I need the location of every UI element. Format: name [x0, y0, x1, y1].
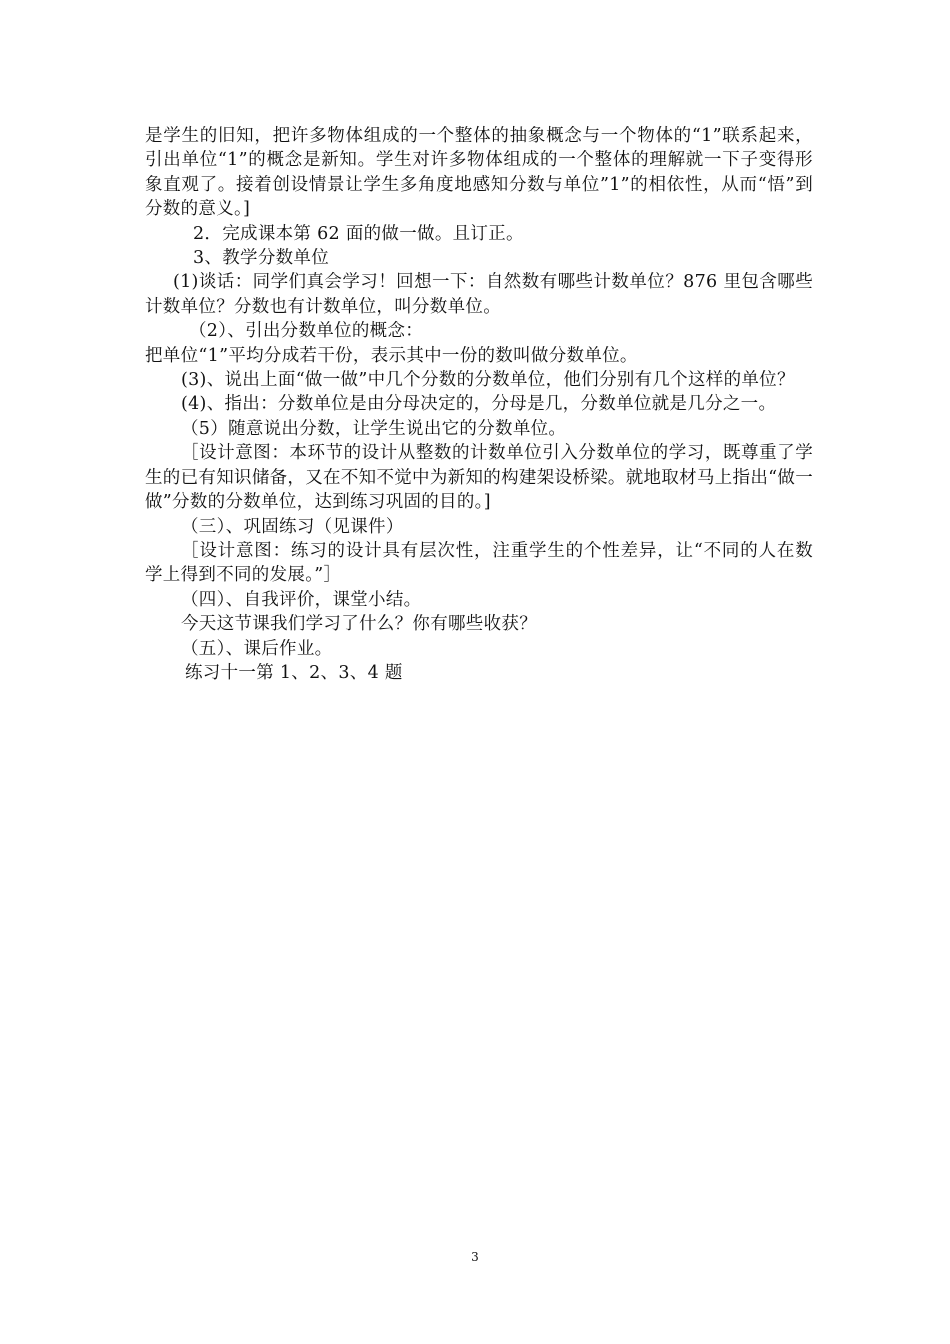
paragraph-homework-items: 练习十一第 1、2、3、4 题 — [185, 662, 403, 683]
paragraph-conversation: (1)谈话：同学们真会学习！回想一下：自然数有哪些计数单位？876 里包含哪些计数单位？分数也有计数单位，叫分数单位。 — [145, 272, 813, 317]
paragraph-random-fractions: （5）随意说出分数，让学生说出它的分数单位。 — [181, 418, 567, 439]
heading-consolidation-practice: （三）、巩固练习（见课件） — [181, 516, 404, 537]
paragraph-design-intent-practice: ［设计意图：练习的设计具有层次性，注重学生的个性差异，让“不同的人在数学上得到不同的发展。”］ — [145, 540, 813, 586]
heading-teach-fraction-unit: 3、教学分数单位 — [193, 248, 330, 269]
paragraph-definition: 把单位“1”平均分成若干份，表示其中一份的数叫做分数单位。 — [145, 345, 638, 366]
heading-homework: （五）、课后作业。 — [181, 638, 333, 659]
heading-self-evaluation: （四）、自我评价，课堂小结。 — [181, 589, 422, 610]
document-body — [145, 124, 813, 685]
paragraph-exercise-page-62: 2．完成课本第 62 面的做一做。且订正。 — [193, 223, 524, 244]
paragraph-summary-question: 今天这节课我们学习了什么？你有哪些收获？ — [181, 614, 537, 635]
paragraph-say-units: (3)、说出上面“做一做”中几个分数的分数单位，他们分别有几个这样的单位？ — [181, 370, 795, 391]
paragraph-point-out: (4)、指出：分数单位是由分母决定的，分母是几，分数单位就是几分之一。 — [181, 394, 777, 415]
page-number: 3 — [471, 1250, 479, 1264]
paragraph-design-intent-continuation: 是学生的旧知，把许多物体组成的一个整体的抽象概念与一个物体的“1”联系起来，引出单位“1”的概念是新知。学生对许多物体组成的一个整体的理解就一下子变得形象直观了。接着创设情景让学生多角度地感知分数与单位”1”的相依性，从而“悟”到分数的意义。] — [145, 126, 813, 220]
paragraph-introduce-concept: （2）、引出分数单位的概念： — [189, 321, 424, 342]
paragraph-design-intent-units: ［设计意图：本环节的设计从整数的计数单位引入分数单位的学习，既尊重了学生的已有知识储备，又在不知不觉中为新知的构建架设桥梁。就地取材马上指出“做一做”分数的分数单位，达到练习巩固的目的。] — [145, 443, 813, 513]
